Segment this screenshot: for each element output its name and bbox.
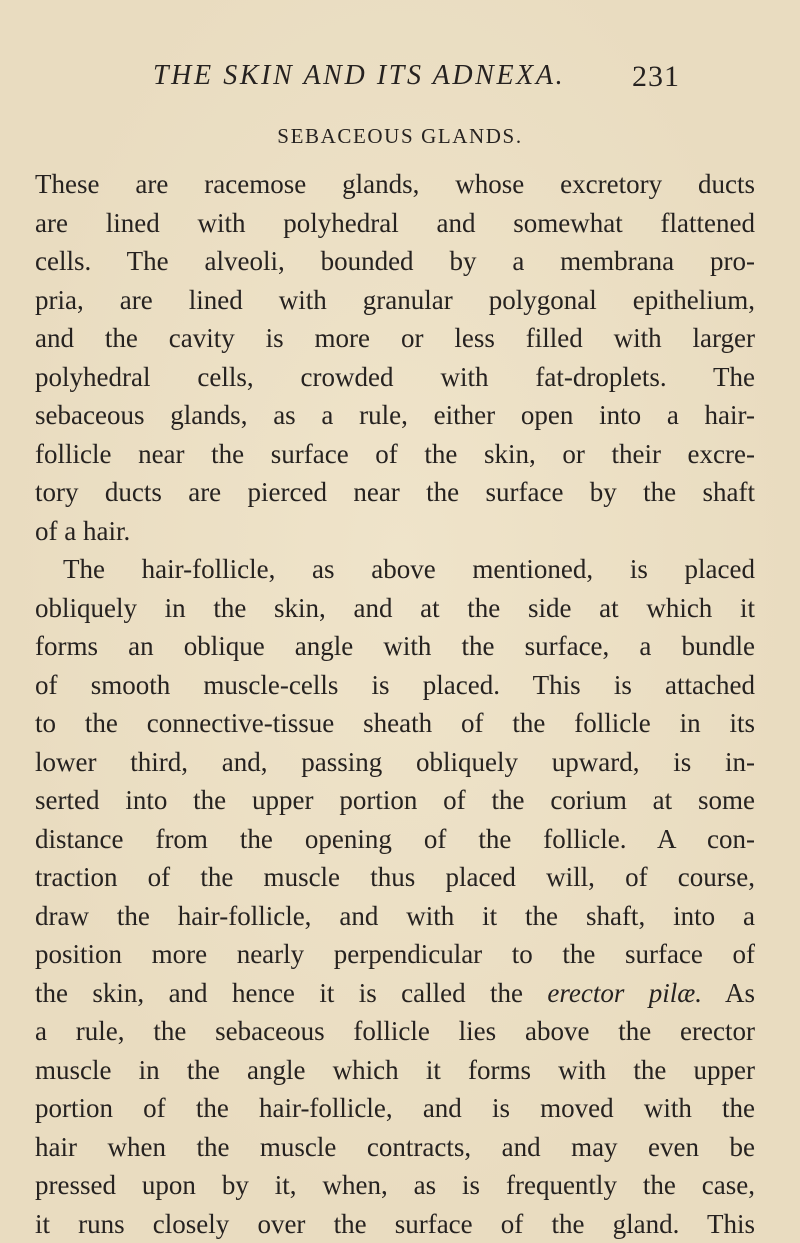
running-head [0, 60, 800, 100]
text-line: sebaceous glands, as a rule, either open into a hair- [35, 396, 755, 435]
text-line: muscle in the angle which it forms with the upper [35, 1051, 755, 1090]
text-line: traction of the muscle thus placed will, of course, [35, 858, 755, 897]
text-fragment: As [725, 978, 755, 1008]
text-line-with-term [35, 974, 755, 1013]
text-line: serted into the upper portion of the corium at some [35, 781, 755, 820]
text-line: a rule, the sebaceous follicle lies above the erector [35, 1012, 755, 1051]
text-line: polyhedral cells, crowded with fat-droplets. The [35, 358, 755, 397]
section-heading: SEBACEOUS GLANDS. [0, 124, 800, 149]
running-title: THE SKIN AND ITS ADNEXA. [153, 60, 565, 92]
text-line: position more nearly perpendicular to the surface of [35, 935, 755, 974]
text-line: cells. The alveoli, bounded by a membrana pro- [35, 242, 755, 281]
text-line: pria, are lined with granular polygonal epithelium, [35, 281, 755, 320]
text-line: lower third, and, passing obliquely upward, is in- [35, 743, 755, 782]
text-line: and the cavity is more or less filled with larger [35, 319, 755, 358]
text-line: forms an oblique angle with the surface, a bundle [35, 627, 755, 666]
term-erector-pilae: erector pilæ. [547, 978, 702, 1008]
text-line: hair when the muscle contracts, and may even be [35, 1128, 755, 1167]
text-line: of smooth muscle-cells is placed. This is attached [35, 666, 755, 705]
text-line: The hair-follicle, as above mentioned, is placed [35, 550, 755, 589]
body-text [35, 165, 755, 1243]
text-line: obliquely in the skin, and at the side at which it [35, 589, 755, 628]
text-line: it runs closely over the surface of the gland. This [35, 1205, 755, 1243]
text-line: tory ducts are pierced near the surface by the shaft [35, 473, 755, 512]
page-number: 231 [632, 60, 680, 94]
text-line: follicle near the surface of the skin, or their excre- [35, 435, 755, 474]
text-line: are lined with polyhedral and somewhat flattened [35, 204, 755, 243]
text-line: These are racemose glands, whose excretory ducts [35, 165, 755, 204]
text-fragment: the skin, and hence it is called the [35, 978, 523, 1008]
text-line: pressed upon by it, when, as is frequently the case, [35, 1166, 755, 1205]
text-line: to the connective-tissue sheath of the follicle in its [35, 704, 755, 743]
text-line: of a hair. [35, 512, 755, 551]
text-line: portion of the hair-follicle, and is moved with the [35, 1089, 755, 1128]
text-line: draw the hair-follicle, and with it the shaft, into a [35, 897, 755, 936]
text-line: distance from the opening of the follicle. A con- [35, 820, 755, 859]
